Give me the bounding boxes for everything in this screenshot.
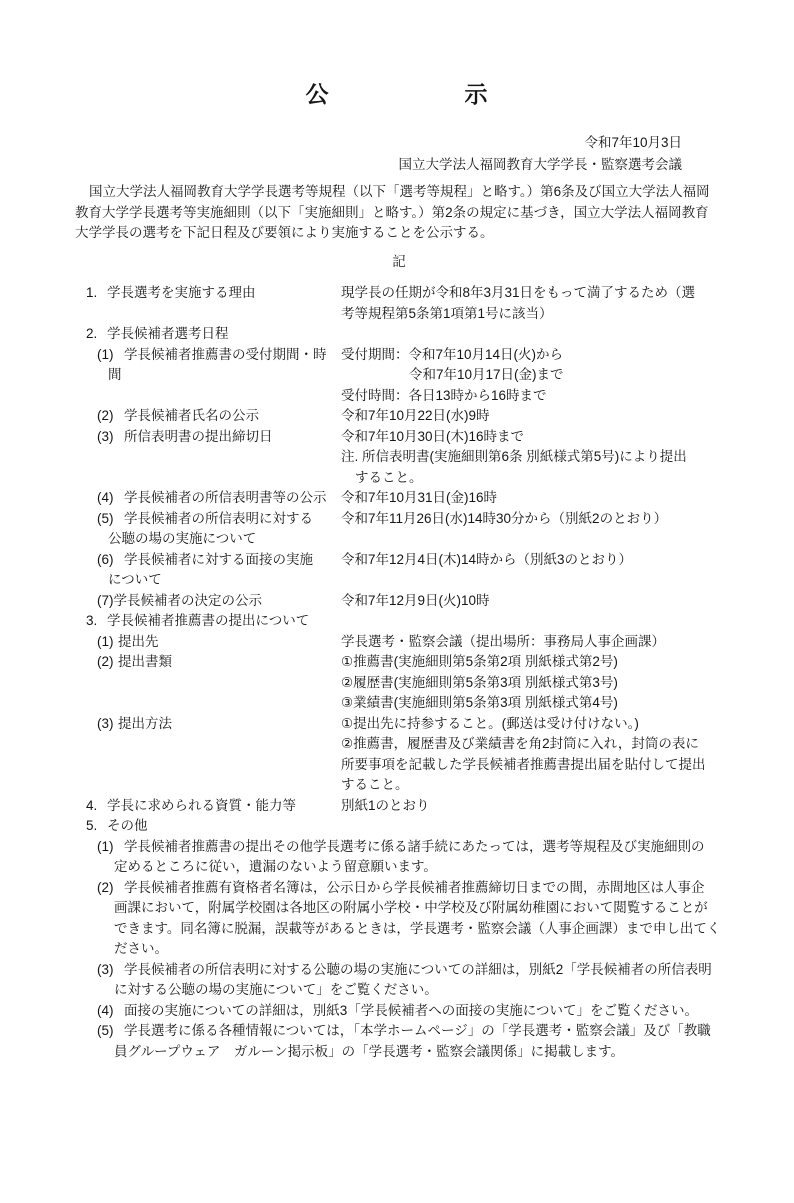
section-header-schedule [75, 324, 723, 345]
issue-date: 令和7年10月3日 [584, 135, 682, 150]
paragraph-line: 学長候補者推薦有資格者名簿は，公示日から学長候補者推薦締切日までの間，赤間地区は人事企 [124, 879, 705, 895]
schedule-row-public-hearing [75, 509, 723, 550]
item-number: (2) [97, 408, 114, 423]
paragraph-line: 学長候補者推薦書の提出その他学長選考に係る諸手続にあたっては，選考等規程及び実施細則の [124, 838, 705, 854]
item-number: (5) [97, 1023, 114, 1038]
schedule-row-statement-deadline [75, 427, 723, 489]
others-paragraph-information [75, 1021, 723, 1062]
schedule-row-interview [75, 550, 723, 591]
item-number: (3) [97, 715, 114, 731]
item-label: 学長候補者の所信表明書等の公示 [124, 490, 327, 505]
section-number: 2. [86, 326, 98, 341]
others-paragraph-interview-details [75, 1001, 723, 1022]
notice-body [75, 283, 723, 1062]
notice-title-right: 示 [464, 81, 489, 107]
item-number: 1. [86, 285, 98, 300]
item-value: 現学長の任期が令和8年3月31日をもって満了するため（選 [341, 285, 696, 300]
submission-row-documents [75, 652, 723, 714]
item-label: 学長候補者氏名の公示 [124, 408, 259, 423]
section-header-others [75, 816, 723, 837]
paragraph-line: 画課において，附属学校園は各地区の附属小学校・中学校及び附属幼稚園において閲覧することが [114, 900, 708, 915]
section-header-submission [75, 611, 723, 632]
intro-line: 大学学長の選考を下記日程及び要領により実施することを公示する。 [75, 225, 494, 240]
schedule-row-candidate-names [75, 406, 723, 427]
item-value: 受付期間：令和7年10月14日(火)から [341, 346, 564, 362]
item-value: 別紙1のとおり [341, 797, 430, 813]
item-value: 令和7年11月26日(水)14時30分から（別紙2のとおり） [341, 510, 668, 526]
paragraph-line: 員グループウェア ガルーン掲示板」の「学長選考・監察会議関係」に掲載します。 [114, 1043, 625, 1059]
paragraph-line: 面接の実施についての詳細は，別紙3「学長候補者への面接の実施について」をご覧ください。 [124, 1002, 698, 1018]
note-marker: 記 [392, 253, 406, 269]
schedule-row-qualities [75, 796, 723, 817]
item-value: 令和7年12月4日(木)14時から（別紙3のとおり） [341, 551, 633, 567]
paragraph-line: に対する公聴の場の実施について」をご覧ください。 [114, 982, 438, 997]
schedule-row-reason [75, 283, 723, 324]
others-paragraph-procedures [75, 837, 723, 878]
submission-row-destination [75, 632, 723, 653]
item-number: (3) [97, 428, 114, 444]
item-value: ②履歴書(実施細則第5条第3項 別紙様式第3号) [341, 674, 618, 690]
item-label: について [108, 572, 162, 587]
notice-title [0, 80, 794, 108]
item-number: (6) [97, 551, 114, 567]
item-value: 令和7年12月9日(火)10時 [341, 592, 490, 608]
item-value: 令和7年10月22日(水)9時 [341, 408, 490, 423]
section-label: その他 [107, 818, 148, 833]
section-number: 5. [86, 818, 98, 833]
item-value: 所要事項を記載した学長候補者推薦書提出届を貼付して提出 [341, 756, 706, 772]
paragraph-line: 定めるところに従い，遺漏のないよう留意願います。 [114, 859, 437, 874]
item-number: (7) [97, 592, 114, 608]
item-label: 間 [108, 367, 122, 382]
item-value: 学長選考・監察会議（提出場所：事務局人事企画課） [341, 633, 665, 649]
intro-line: 教育大学学長選考等実施細則（以下「実施細則」と略す。）第2条の規定に基づき，国立大学法人福岡教育 [75, 204, 709, 220]
item-number: (4) [97, 1002, 114, 1018]
item-number: (5) [97, 510, 114, 526]
item-value: 考等規程第5条第1項第1号に該当） [341, 305, 553, 321]
item-value: ②推薦書，履歴書及び業績書を角2封筒に入れ，封筒の表に [341, 736, 699, 751]
item-label: 公聴の場の実施について [108, 531, 257, 546]
intro-paragraph [75, 182, 723, 244]
paragraph-line: ださい。 [114, 941, 168, 956]
issuer-name: 国立大学法人福岡教育大学学長・監察選考会議 [398, 157, 682, 172]
item-value: 令和7年10月17日(金)まで [409, 367, 564, 382]
schedule-row-acceptance-period [75, 345, 723, 407]
item-label: 学長候補者の所信表明に対する [124, 510, 313, 526]
item-label: 学長選考を実施する理由 [107, 285, 256, 300]
item-label: 学長候補者の決定の公示 [113, 592, 262, 608]
others-paragraph-hearing-details [75, 960, 723, 1001]
notice-title-left: 公 [305, 81, 330, 107]
item-value: 注. 所信表明書(実施細則第6条 別紙様式第5号)により提出 [341, 449, 687, 464]
item-number: (1) [97, 838, 114, 854]
item-value: ①推薦書(実施細則第5条第2項 別紙様式第2号) [341, 654, 618, 669]
item-value: すること。 [341, 777, 409, 792]
others-paragraph-roster [75, 878, 723, 960]
intro-line: 国立大学法人福岡教育大学学長選考等規程（以下「選考等規程」と略す。）第6条及び国立大学法人福岡 [89, 184, 710, 199]
section-label: 学長候補者推薦書の提出について [107, 613, 310, 628]
item-number: (2) [97, 879, 114, 895]
paragraph-line: できます。同名簿に脱漏，誤載等があるときは，学長選考・監察会議（人事企画課）まで申し出てく [114, 920, 721, 936]
document-page [0, 80, 794, 1203]
item-value: 受付時間：各日13時から16時まで [341, 387, 547, 403]
item-number: (1) [97, 346, 114, 362]
section-label: 学長候補者選考日程 [107, 326, 229, 341]
item-label: 所信表明書の提出締切日 [124, 428, 273, 444]
item-number: (1) [97, 633, 114, 649]
item-value: 令和7年10月31日(金)16時 [341, 490, 498, 505]
item-label: 学長候補者推薦書の受付期間・時 [124, 346, 327, 362]
item-value: 令和7年10月30日(木)16時まで [341, 428, 525, 444]
schedule-row-statement-publication [75, 488, 723, 509]
item-label: 学長に求められる資質・能力等 [107, 797, 296, 813]
document-header [0, 132, 794, 176]
item-number: (3) [97, 961, 114, 977]
paragraph-line: 学長選考に係る各種情報については，「本学ホームページ」の「学長選考・監察会議」及び「教職 [124, 1023, 711, 1038]
item-value: ③業績書(実施細則第5条第3項 別紙様式第4号) [341, 695, 618, 710]
item-label: 提出方法 [118, 715, 172, 731]
item-label: 学長候補者に対する面接の実施 [124, 551, 313, 567]
submission-row-method [75, 714, 723, 796]
paragraph-line: 学長候補者の所信表明に対する公聴の場の実施についての詳細は，別紙2「学長候補者の所信表明 [124, 961, 712, 977]
item-value: ①提出先に持参すること。(郵送は受け付けない。) [341, 715, 639, 731]
schedule-row-decision-publication [75, 591, 723, 612]
item-label: 提出書類 [118, 654, 172, 669]
item-label: 提出先 [118, 633, 159, 649]
item-number: (4) [97, 490, 114, 505]
item-number: (2) [97, 654, 114, 669]
section-number: 3. [86, 613, 98, 628]
item-number: 4. [86, 797, 98, 813]
item-value: すること。 [355, 469, 423, 485]
